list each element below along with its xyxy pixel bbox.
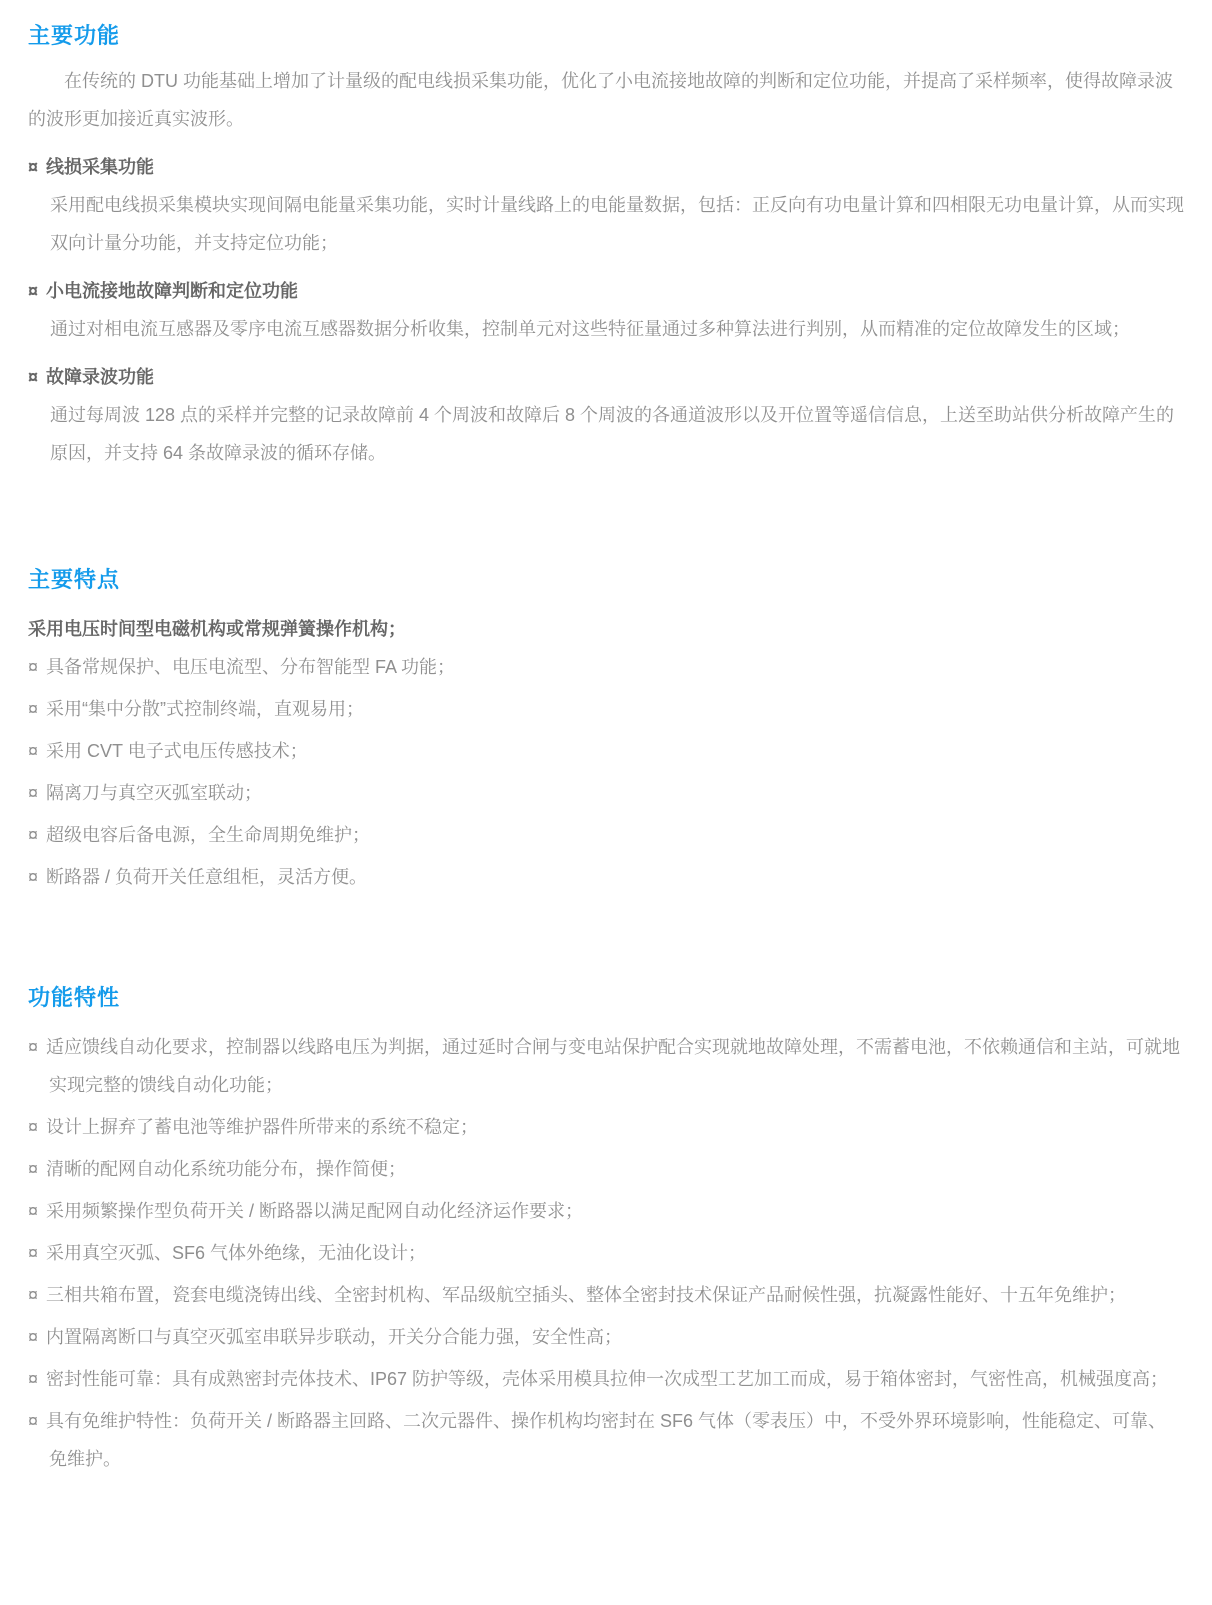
list-item-text: 具备常规保护、电压电流型、分布智能型 FA 功能； bbox=[46, 657, 456, 677]
list-item-text: 隔离刀与真空灭弧室联动； bbox=[46, 783, 263, 803]
bullet-icon: ¤ bbox=[28, 1117, 39, 1137]
page bbox=[0, 20, 1212, 1499]
list-item-text: 适应馈线自动化要求，控制器以线路电压为判据，通过延时合闸与变电站保护配合实现就地故障处理，不需蓄电池，不依赖通信和主站，可就地实现完整的馈线自动化功能； bbox=[46, 1037, 1181, 1095]
list-item bbox=[28, 1360, 1184, 1398]
list-item-text: 设计上摒弃了蓄电池等维护器件所带来的系统不稳定； bbox=[46, 1117, 479, 1137]
body-paragraph: 采用配电线损采集模块实现间隔电能量采集功能，实时计量线路上的电能量数据，包括：正反向有功电量计算和四相限无功电量计算，从而实现双向计量分功能，并支持定位功能； bbox=[50, 195, 1184, 253]
list-item bbox=[28, 1150, 1184, 1188]
section-body bbox=[28, 610, 1184, 896]
intro-paragraph: 在传统的 DTU 功能基础上增加了计量级的配电线损采集功能，优化了小电流接地故障的判断和定位功能，并提高了采样频率，使得故障录波的波形更加接近真实波形。 bbox=[28, 71, 1173, 129]
bullet-icon: ¤ bbox=[28, 1327, 39, 1347]
bullet-icon: ¤ bbox=[28, 825, 39, 845]
list-item bbox=[28, 1108, 1184, 1146]
bullet-icon: ¤ bbox=[28, 741, 39, 761]
list-item bbox=[28, 1276, 1184, 1314]
list-item-text: 采用真空灭弧、SF6 气体外绝缘，无油化设计； bbox=[46, 1243, 427, 1263]
list-item bbox=[28, 774, 1184, 812]
list-item-text: 断路器 / 负荷开关任意组柜，灵活方便。 bbox=[46, 867, 368, 887]
bullet-icon: ¤ bbox=[28, 157, 39, 177]
bullet-icon: ¤ bbox=[28, 1369, 39, 1389]
list-item-text: 清晰的配网自动化系统功能分布，操作简便； bbox=[46, 1159, 407, 1179]
section-body bbox=[28, 1028, 1184, 1478]
list-item bbox=[28, 648, 1184, 686]
list-item-text: 超级电容后备电源，全生命周期免维护； bbox=[46, 825, 371, 845]
subheading-label: 故障录波功能 bbox=[46, 367, 155, 387]
bullet-icon: ¤ bbox=[28, 1201, 39, 1221]
list-item bbox=[28, 1192, 1184, 1230]
bullet-icon: ¤ bbox=[28, 867, 39, 887]
section-main-features bbox=[28, 564, 1184, 896]
bullet-icon: ¤ bbox=[28, 1159, 39, 1179]
bullet-icon: ¤ bbox=[28, 1411, 39, 1431]
bullet-icon: ¤ bbox=[28, 281, 39, 301]
section-main-functions bbox=[28, 20, 1184, 472]
section-title-main-functions: 主要功能 bbox=[28, 23, 121, 48]
list-item-text: 采用 CVT 电子式电压传感技术； bbox=[46, 741, 308, 761]
section-title-function-characteristics: 功能特性 bbox=[28, 985, 121, 1010]
list-item-text: 密封性能可靠：具有成熟密封壳体技术、IP67 防护等级，壳体采用模具拉伸一次成型工艺加工而成，易于箱体密封，气密性高，机械强度高； bbox=[46, 1369, 1169, 1389]
bullet-icon: ¤ bbox=[28, 1243, 39, 1263]
section-function-characteristics bbox=[28, 982, 1184, 1478]
section-title-main-features: 主要特点 bbox=[28, 567, 121, 592]
list-item-text: 采用“集中分散”式控制终端，直观易用； bbox=[46, 699, 365, 719]
body-paragraph: 通过对相电流互感器及零序电流互感器数据分析收集，控制单元对这些特征量通过多种算法进行判别，从而精准的定位故障发生的区域； bbox=[50, 319, 1130, 339]
list-item-text: 三相共箱布置，瓷套电缆浇铸出线、全密封机构、军品级航空插头、整体全密封技术保证产品耐候性强，抗凝露性能好、十五年免维护； bbox=[46, 1285, 1127, 1305]
list-item-text: 内置隔离断口与真空灭弧室串联异步联动，开关分合能力强，安全性高； bbox=[46, 1327, 623, 1347]
bullet-icon: ¤ bbox=[28, 367, 39, 387]
list-item-text: 具有免维护特性：负荷开关 / 断路器主回路、二次元器件、操作机构均密封在 SF6 气体（零表压）中，不受外界环境影响，性能稳定、可靠、免维护。 bbox=[46, 1411, 1167, 1469]
list-item bbox=[28, 690, 1184, 728]
feature-subheading bbox=[28, 358, 1184, 396]
list-item bbox=[28, 816, 1184, 854]
list-item bbox=[28, 1318, 1184, 1356]
bullet-icon: ¤ bbox=[28, 1037, 39, 1057]
section-body bbox=[28, 62, 1184, 472]
list-item bbox=[28, 1234, 1184, 1272]
feature-subheading bbox=[28, 272, 1184, 310]
subheading-label: 小电流接地故障判断和定位功能 bbox=[46, 281, 299, 301]
bullet-icon: ¤ bbox=[28, 657, 39, 677]
list-item bbox=[28, 732, 1184, 770]
bullet-icon: ¤ bbox=[28, 699, 39, 719]
bullet-icon: ¤ bbox=[28, 783, 39, 803]
feature-subheading bbox=[28, 148, 1184, 186]
list-item bbox=[28, 1402, 1184, 1478]
list-item bbox=[28, 858, 1184, 896]
list-item bbox=[28, 1028, 1184, 1104]
body-paragraph: 通过每周波 128 点的采样并完整的记录故障前 4 个周波和故障后 8 个周波的各通道波形以及开位置等遥信信息，上送至助站供分析故障产生的原因，并支持 64 条故障录波的循环存储。 bbox=[50, 405, 1175, 463]
subheading-label: 线损采集功能 bbox=[46, 157, 155, 177]
bullet-icon: ¤ bbox=[28, 1285, 39, 1305]
bold-statement: 采用电压时间型电磁机构或常规弹簧操作机构； bbox=[28, 619, 406, 639]
list-item-text: 采用频繁操作型负荷开关 / 断路器以满足配网自动化经济运作要求； bbox=[46, 1201, 584, 1221]
